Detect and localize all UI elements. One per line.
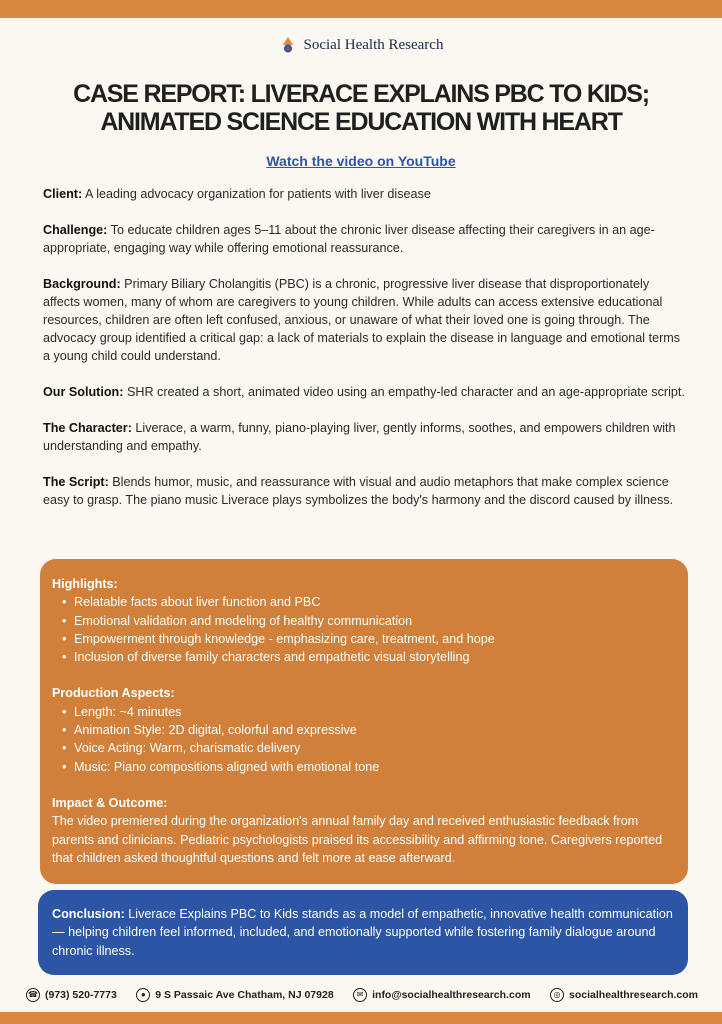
page-title <box>40 80 682 136</box>
highlights-heading: Highlights: <box>52 577 118 591</box>
report-body <box>43 185 688 527</box>
list-item: • Length: ~4 minutes <box>62 703 676 721</box>
challenge-text: To educate children ages 5–11 about the chronic liver disease affecting their caregivers in an age-appropriate, engaging way while offering emotional reassurance. <box>43 223 655 255</box>
impact-text: The video premiered during the organization's annual family day and received enthusiastic feedback from parents and clinicians. Pediatric psychologists praised its accessibility and affirming tone. Caregivers reported that children asked thoughtful questions and felt more at ease afterward. <box>52 814 663 865</box>
youtube-video-link[interactable]: Watch the video on YouTube <box>266 153 456 169</box>
section-spacer <box>52 776 676 794</box>
client-paragraph <box>43 185 688 203</box>
background-paragraph <box>43 275 688 365</box>
highlights-list <box>52 593 676 666</box>
background-text: Primary Biliary Cholangitis (PBC) is a chronic, progressive liver disease that disproportionately affects women, many of whom are caregivers to young children. While adults can access extensive educational resources, children are often left confused, anxious, or unaware of what their loved one is going through. The advocacy group identified a critical gap: a lack of materials to explain the disease in language and emotional terms a young child could understand. <box>43 277 681 363</box>
globe-icon: ◎ <box>550 988 564 1002</box>
footer-website[interactable] <box>550 988 698 1002</box>
impact-heading: Impact & Outcome: <box>52 795 168 810</box>
section-spacer <box>52 666 676 684</box>
footer-address <box>136 988 333 1002</box>
character-label: The Character: <box>43 421 132 435</box>
phone-icon: ☎ <box>26 988 40 1002</box>
phone-text: (973) 520-7773 <box>45 989 117 1001</box>
list-item: • Animation Style: 2D digital, colorful and expressive <box>62 721 676 739</box>
character-text: Liverace, a warm, funny, piano-playing liver, gently informs, soothes, and empowers children with understanding and empathy. <box>43 421 676 453</box>
website-text: socialhealthresearch.com <box>569 989 698 1001</box>
brand-header <box>0 36 722 54</box>
production-heading: Production Aspects: <box>52 686 175 701</box>
location-pin-icon: ● <box>136 988 150 1002</box>
address-text: 9 S Passaic Ave Chatham, NJ 07928 <box>155 989 334 1001</box>
challenge-label: Challenge: <box>43 223 108 237</box>
page-title-line-2: ANIMATED SCIENCE EDUCATION WITH HEART <box>100 108 622 136</box>
bottom-accent-bar <box>0 1012 722 1024</box>
script-paragraph <box>43 473 688 509</box>
background-label: Background: <box>43 277 121 291</box>
solution-label: Our Solution: <box>43 385 124 399</box>
list-item: • Music: Piano compositions aligned with emotional tone <box>62 758 676 776</box>
list-item: • Emotional validation and modeling of healthy communication <box>62 612 676 630</box>
challenge-paragraph <box>43 221 688 257</box>
top-accent-bar <box>0 0 722 18</box>
solution-paragraph <box>43 383 688 401</box>
brand-logo-icon <box>279 36 297 54</box>
contact-footer <box>26 988 698 1002</box>
script-label: The Script: <box>43 475 109 489</box>
email-icon: ✉ <box>353 988 367 1002</box>
solution-text: SHR created a short, animated video using an empathy-led character and an age-appropriate script. <box>126 385 685 399</box>
list-item: • Voice Acting: Warm, charismatic delivery <box>62 739 676 757</box>
list-item: • Relatable facts about liver function and PBC <box>62 593 676 611</box>
conclusion-label: Conclusion: <box>52 907 125 921</box>
list-item: • Inclusion of diverse family characters and empathetic visual storytelling <box>62 648 676 666</box>
script-text: Blends humor, music, and reassurance with visual and audio metaphors that make complex science easy to grasp. The piano music Liverace plays symbolizes the body's harmony and the discord caused by illness. <box>43 475 674 507</box>
page-title-line-1: CASE REPORT: LIVERACE EXPLAINS PBC TO KIDS; <box>73 80 649 108</box>
conclusion-text: Liverace Explains PBC to Kids stands as a model of empathetic, innovative health communication — helping children feel informed, included, and emotionally supported while fostering family dialogue around chronic illness. <box>52 907 673 958</box>
footer-phone[interactable] <box>26 988 117 1002</box>
email-text: info@socialhealthresearch.com <box>372 989 531 1001</box>
highlights-box <box>40 559 688 884</box>
client-label: Client: <box>43 187 83 201</box>
conclusion-box <box>38 890 688 975</box>
footer-email[interactable] <box>353 988 530 1002</box>
character-paragraph <box>43 419 688 455</box>
list-item: • Empowerment through knowledge - emphasizing care, treatment, and hope <box>62 630 676 648</box>
client-text: A leading advocacy organization for patients with liver disease <box>85 187 431 201</box>
brand-name: Social Health Research <box>303 36 444 53</box>
production-list <box>52 703 676 776</box>
